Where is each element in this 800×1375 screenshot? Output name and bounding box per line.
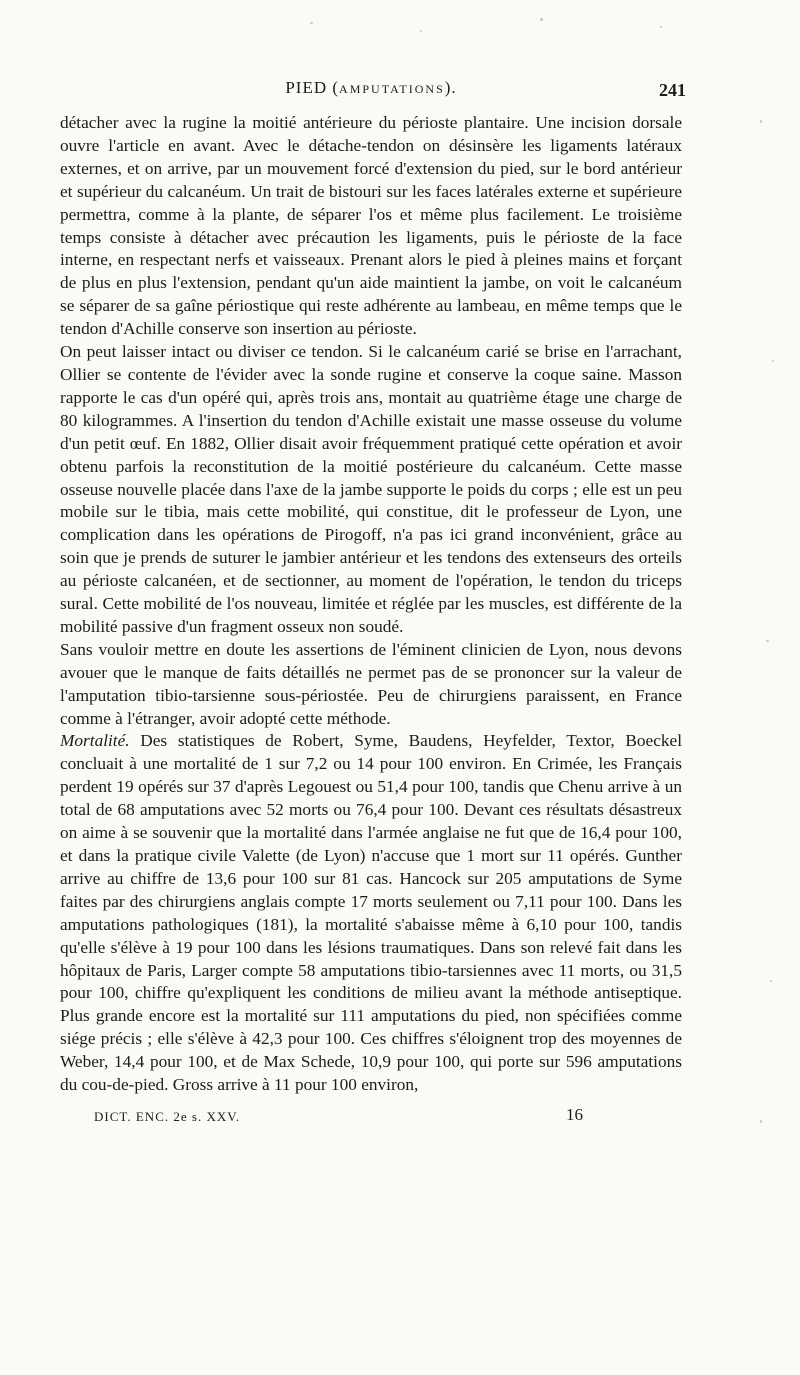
- scan-speck: [660, 26, 662, 28]
- page-number: 241: [659, 80, 686, 100]
- sheet-number: 16: [566, 1104, 583, 1124]
- page-title: [60, 78, 682, 98]
- document-page: [60, 78, 686, 1129]
- signature-mark: DICT. ENC. 2e s. XXV.: [94, 1108, 241, 1124]
- scan-speck: [760, 120, 762, 123]
- paragraph-lead: Mortalité.: [60, 731, 130, 751]
- scan-speck: [770, 980, 772, 982]
- title-end: ).: [444, 78, 457, 97]
- paragraph-2: [60, 341, 682, 639]
- page-footer: [60, 1105, 682, 1129]
- body-text: [60, 112, 682, 1097]
- running-header: [60, 78, 686, 112]
- scan-speck: [772, 360, 774, 362]
- paragraph-text: On peut laisser intact ou diviser ce tendon. Si le calcanéum carié se brise en l'arrachant, Ollier se contente de l'évider avec la sonde rugine et conserve la coque saine. Masson rapporte le cas d'un opéré qui, après trois ans, montait au quatrième étage une charge de 80 kilogrammes. A l'insertion du tendon d'Achille existait une masse osseuse du volume d'un petit œuf. En 1882, Ollier disait avoir fréquemment pratiqué cette opération et avoir obtenu parfois la reconstitution de la moitié postérieure du calcanéum. Cette masse osseuse nouvelle placée dans l'axe de la jambe supporte le poids du corps ; elle est un peu mobile sur le tibia, mais cette mobilité, qui constitue, dit le professeur de Lyon, une complication dans les opérations de Pirogoff, n'a pas ici grand inconvénient, grâce au soin que je prends de suturer le jambier antérieur et les tendons des extenseurs des orteils au périoste calcanéen, et de sectionner, au moment de l'opération, le tendon du triceps sural. Cette mobilité de l'os nouveau, limitée et réglée par les muscles, est différente de la mobilité passive d'un fragment osseux non soudé.: [60, 342, 682, 636]
- paragraph-text: détacher avec la rugine la moitié antérieure du périoste plantaire. Une incision dorsale ouvre l'article en avant. Avec le détache-tendon on désinsère les ligaments latéraux externes, et on arrive, par un mouvement forcé d'extension du pied, sur le bord antérieur et supérieur du calcanéum. Un trait de bistouri sur les faces latérales externe et supérieure permettra, comme à la plante, de séparer l'os et même plus facilement. Le troisième temps consiste à détacher avec précaution les ligaments, puis le périoste de la face interne, en respectant nerfs et vaisseaux. Prenant alors le pied à pleines mains et forçant de plus en plus l'extension, pendant qu'un aide maintient la jambe, on voit le calcanéum se séparer de sa gaîne périostique qui reste adhérente au lambeau, en même temps que le tendon d'Achille conserve son insertion au périoste.: [60, 113, 682, 339]
- paragraph-3: [60, 639, 682, 731]
- paragraph-1: [60, 112, 682, 341]
- scan-speck: [766, 640, 769, 642]
- scan-speck: [310, 22, 313, 24]
- paragraph-text: Des statistiques de Robert, Syme, Baudens, Heyfelder, Textor, Boeckel concluait à une mortalité de 1 sur 7,2 ou 14 pour 100 environ. En Crimée, les Français perdent 19 opérés sur 37 d'après Legouest ou 51,4 pour 100, tandis que Chenu arrive à un total de 68 amputations avec 52 morts ou 76,4 pour 100. Devant ces résultats désastreux on aime à se souvenir que la mortalité dans l'armée anglaise ne fut que de 16,4 pour 100, et dans la pratique civile Valette (de Lyon) n'accuse que 1 mort sur 11 opérés. Gunther arrive au chiffre de 13,6 pour 100 sur 81 cas. Hancock sur 205 amputations de Syme faites par des chirurgiens anglais compte 17 morts seulement ou 7,11 pour 100. Dans les amputations pathologiques (181), la mortalité s'abaisse même à 6,10 pour 100, tandis qu'elle s'élève à 19 pour 100 dans les lésions traumatiques. Dans son relevé fait dans les hôpitaux de Paris, Larger compte 58 amputations tibio-tarsiennes avec 11 morts, ou 31,5 pour 100, chiffre qu'expliquent les conditions de milieu avant la méthode antiseptique. Plus grande encore est la mortalité sur 111 amputations du pied, non spécifiées comme siége précis ; elle s'élève à 42,3 pour 100. Ces chiffres s'éloignent trop des moyennes de Weber, 14,4 pour 100, et de Max Schede, 10,9 pour 100, qui porte sur 596 amputations du cou-de-pied. Gross arrive à 11 pour 100 environ,: [60, 731, 682, 1095]
- scan-speck: [760, 1120, 762, 1123]
- title-main: PIED (: [285, 78, 340, 97]
- title-small-caps: AMPUTATIONS: [339, 82, 445, 96]
- scan-speck: [420, 30, 422, 32]
- scan-speck: [540, 18, 543, 21]
- paragraph-text: Sans vouloir mettre en doute les assertions de l'éminent clinicien de Lyon, nous devons avouer que le manque de faits détaillés ne permet pas de se prononcer sur la valeur de l'amputation tibio-tarsienne sous-périostée. Peu de chirurgiens paraissent, en France comme à l'étranger, avoir adopté cette méthode.: [60, 639, 682, 728]
- paragraph-mortalite: [60, 730, 682, 1097]
